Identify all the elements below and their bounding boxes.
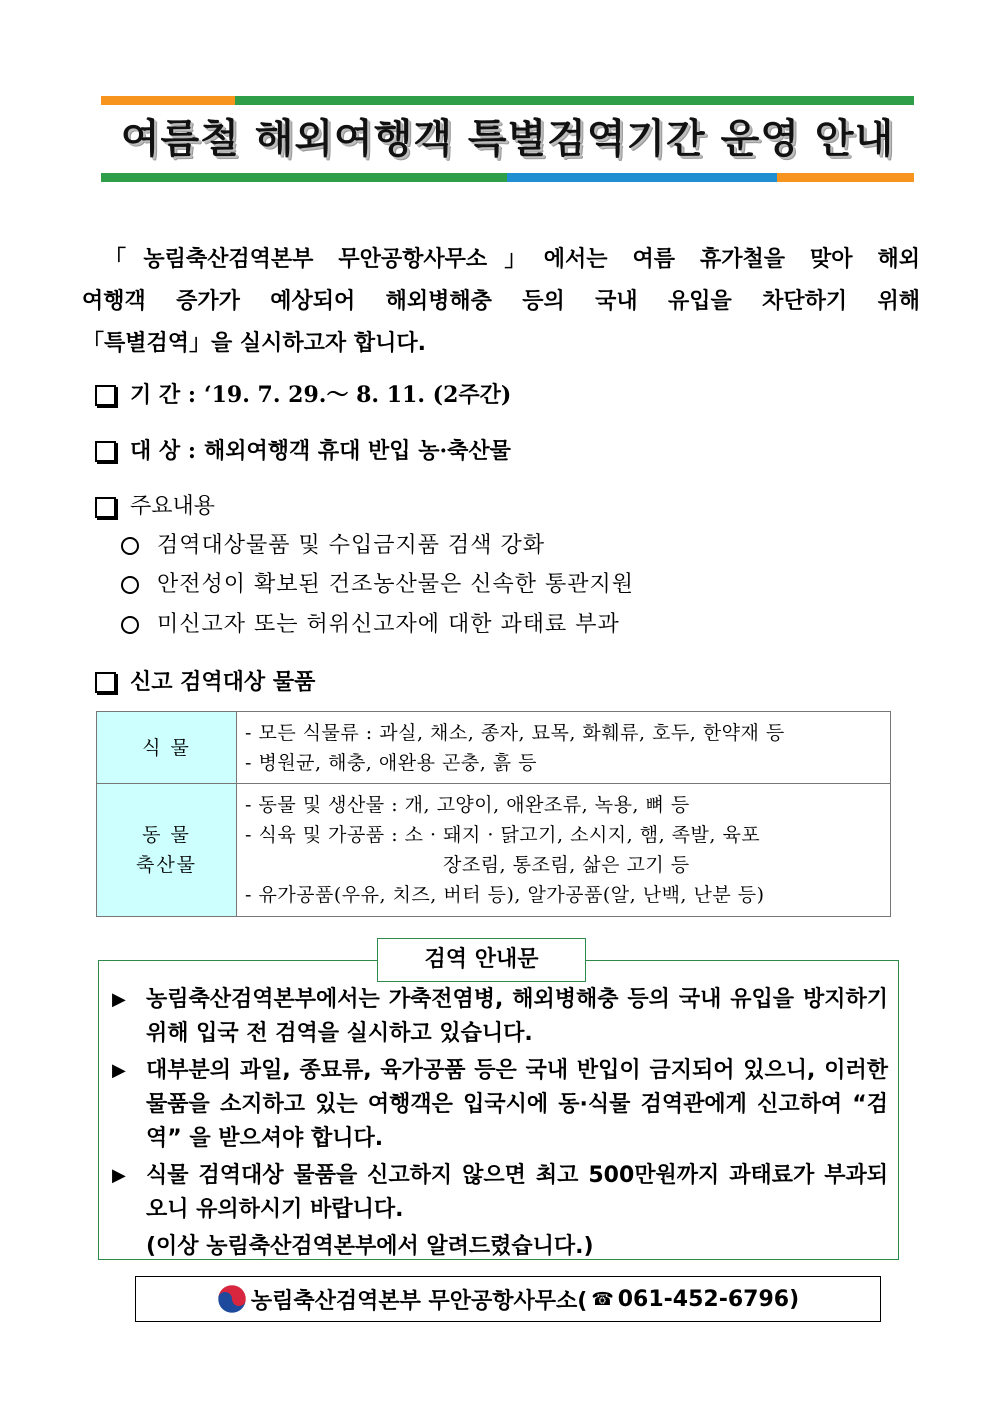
notice-item: ▶ 대부분의 과일, 종묘류, 육가공품 등은 국내 반입이 금지되어 있으니, 이러한 물품을 소지하고 있는 여행객은 입국시에 동·식물 검역관에게 신고하여 “검역” 을 받으셔야 합니다. bbox=[112, 1054, 888, 1156]
notice-title: 검역 안내문 bbox=[377, 938, 586, 982]
triangle-bullet-icon: ▶ bbox=[112, 989, 126, 1010]
checkbox-icon bbox=[95, 385, 116, 406]
banner-bottom-stripe bbox=[101, 173, 914, 182]
table-row bbox=[97, 712, 891, 784]
quarantine-items-table bbox=[96, 711, 891, 917]
footer-phone-number: 061-452-6796) bbox=[617, 1286, 800, 1312]
contact-footer bbox=[135, 1276, 881, 1322]
circle-bullet-icon bbox=[121, 616, 139, 634]
description-cell: - 모든 식물류 : 과실, 채소, 종자, 묘목, 화훼류, 호두, 한약재 등 - 병원균, 해충, 애완용 곤충, 흙 등 bbox=[237, 712, 891, 784]
period-value: ‘19. 7. 29.～ 8. 11. (2주간) bbox=[203, 382, 512, 408]
taegeuk-emblem-icon bbox=[217, 1284, 247, 1314]
title-banner bbox=[101, 96, 914, 182]
period-row bbox=[95, 380, 511, 410]
footer-org: 농림축산검역본부 무안공항사무소( bbox=[250, 1288, 588, 1314]
target-value: 해외여행객 휴대 반입 농·축산물 bbox=[203, 438, 511, 464]
report-heading: 신고 검역대상 물품 bbox=[130, 669, 316, 695]
triangle-bullet-icon: ▶ bbox=[112, 1060, 126, 1081]
main-heading: 주요내용 bbox=[130, 494, 216, 519]
report-heading-row bbox=[95, 667, 315, 697]
list-item: 안전성이 확보된 건조농산물은 신속한 통관지원 bbox=[121, 570, 634, 600]
notice-item: ▶ 식물 검역대상 물품을 신고하지 않으면 최고 500만원까지 과태료가 부과되오니 유의하시기 바랍니다. bbox=[112, 1159, 888, 1227]
list-item: 미신고자 또는 허위신고자에 대한 과태료 부과 bbox=[121, 610, 620, 640]
list-item: 검역대상물품 및 수입금지품 검색 강화 bbox=[121, 531, 545, 561]
period-label: 기 간 : bbox=[130, 382, 196, 408]
table-row bbox=[97, 784, 891, 917]
triangle-bullet-icon: ▶ bbox=[112, 1165, 126, 1186]
target-label: 대 상 : bbox=[130, 438, 196, 464]
checkbox-icon bbox=[95, 441, 116, 462]
page-title: 여름철 해외여행객 특별검역기간 운영 안내 bbox=[120, 116, 895, 162]
checkbox-icon bbox=[95, 497, 116, 518]
circle-bullet-icon bbox=[121, 537, 139, 555]
checkbox-icon bbox=[95, 672, 116, 693]
notice-body bbox=[112, 983, 888, 1264]
description-cell: - 동물 및 생산물 : 개, 고양이, 애완조류, 녹용, 뼈 등 - 식육 및 가공품 : 소 · 돼지 · 닭고기, 소시지, 햄, 족발, 육포 장조림, 통조림, 삶은 고기 등 - 유가공품(우유, 치즈, 버터 등), 알가공품(알, 난백, 난분 등) bbox=[237, 784, 891, 917]
phone-icon: ☎ bbox=[591, 1288, 614, 1310]
intro-paragraph bbox=[82, 239, 920, 365]
target-row bbox=[95, 436, 511, 466]
intro-line: 「특별검역」을 실시하고자 합니다. bbox=[82, 331, 426, 356]
notice-closing: (이상 농림축산검역본부에서 알려드렸습니다.) bbox=[146, 1234, 594, 1259]
category-cell: 동 물 축산물 bbox=[97, 784, 237, 917]
main-heading-row bbox=[95, 492, 215, 522]
notice-item: ▶ 농림축산검역본부에서는 가축전염병, 해외병해충 등의 국내 유입을 방지하기 위해 입국 전 검역을 실시하고 있습니다. bbox=[112, 983, 888, 1051]
circle-bullet-icon bbox=[121, 576, 139, 594]
category-cell: 식 물 bbox=[97, 712, 237, 784]
intro-line: 「농림축산검역본부 무안공항사무소」에서는 여름 휴가철을 맞아 해외 bbox=[104, 247, 920, 272]
banner-top-stripe bbox=[101, 96, 914, 105]
intro-line: 여행객 증가가 예상되어 해외병해충 등의 국내 유입을 차단하기 위해 bbox=[82, 289, 920, 314]
